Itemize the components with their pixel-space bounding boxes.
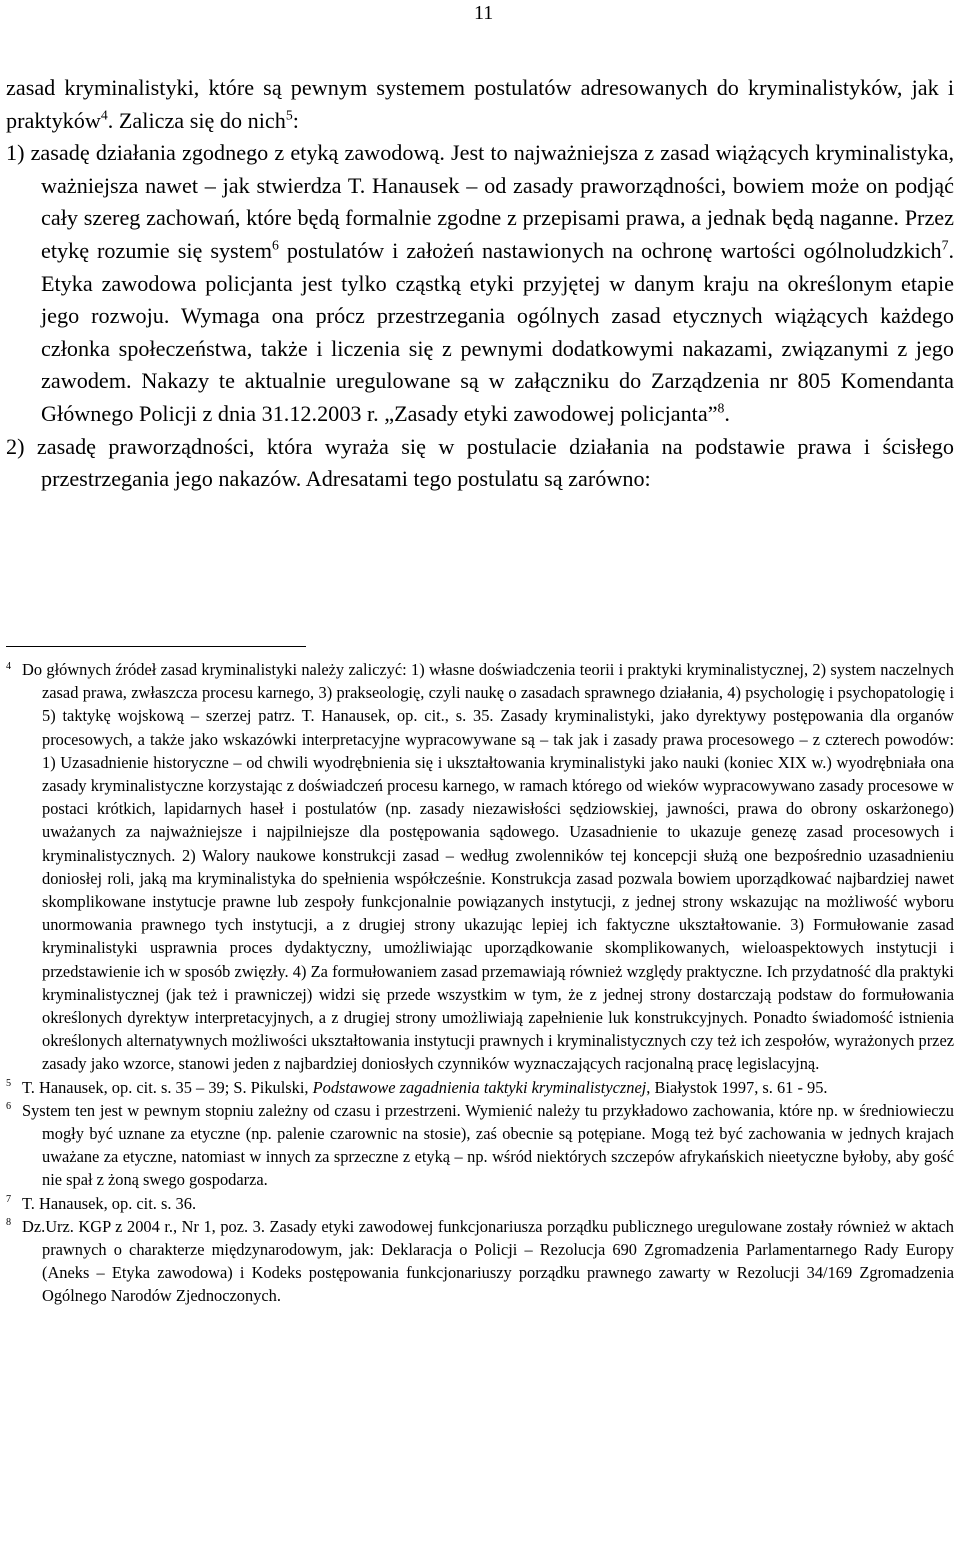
footnote-ref: 7 <box>941 237 949 253</box>
footnote-ref: 5 <box>285 107 293 123</box>
footnote-separator <box>6 646 306 647</box>
footnote-ref: 8 <box>717 400 725 416</box>
book-title: Podstawowe zagadnienia taktyki kryminalistycznej <box>312 1077 647 1097</box>
footnotes <box>6 658 954 1308</box>
footnote: 4 Do głównych źródeł zasad kryminalistyki należy zaliczyć: 1) własne doświadczenia teorii i praktyki kryminalistycznej, 2) system naczelnych zasad prawa, zwłaszcza procesu karnego, 3) prakseologię, czyli naukę o zasadach sprawnego działania, 4) psychologię i psychopatologię i 5) taktykę wojskową – szerzej patrz. T. Hanausek, op. cit., s. 35. Zasady kryminalistyki, jako dyrektywy postępowania dla organów procesowych, a także jako wskazówki interpretacyjne wypracowywane są – tak jak i zasady prawa procesowego – z czterech powodów: 1) Uzasadnienie historyczne – od chwili wyodrębnienia się i ukształtowania kryminalistyki jako nauki (koniec XIX w.) wyodrębniała ona zasady kryminalistyczne korzystając z doświadczeń procesu karnego, w ramach którego od wieków wypracowywano zasady procesowe w postaci krótkich, lapidarnych haseł i postulatów (np. zasady niezawisłości sędziowskiej, jawności, prawa do obrony oskarżonego) uważanych za najważniejsze i najpilniejsze dla postępowania sądowego. Uzasadnienie to ukazuje genezę zasad procesowych i kryminalistycznych. 2) Walory naukowe konstrukcji zasad – według zwolenników tej koncepcji służą one bezpośrednio uzasadnieniu doniosłej roli, jaką ma kryminalistyka do spełnienia współcześnie. Konstrukcja zasad pozwala bowiem uporządkować najbardziej nawet skomplikowane instytucje prawne lub zespoły funkcjonalnie powiązanych instytucji, z jednej strony wskazując na możliwość wyboru unormowania prawnego tych instytucji, a z drugiej strony ukazując lepiej ich faktyczne ukształtowanie. 3) Formułowanie zasad kryminalistyki usprawnia proces dydaktyczny, umożliwiając uporządkowanie skomplikowanych, wieloaspektowych instytucji i przedstawienie ich w sposób zwięzły. 4) Za formułowaniem zasad przemawiają również względy praktyczne. Ich przydatność dla praktyki kryminalistycznej (jak też i prawniczej) widzi się przede wszystkim w tym, że z jednej strony dostarczają podstaw do formułowania określonych dyrektyw interpretacyjnych, a z drugiej strony umożliwiają zapełnienie luk konstrukcyjnych. Ponadto świadomość istnienia określonych alternatywnych możliwości ukształtowania instytucji prawnych i kryminalistycznych czy też ich zespołów, wyrażonych przez zasady jako wzorce, stanowi jeden z najbardziej doniosłych czynników wyznaczających racjonalną pracę legislacyjną. <box>6 660 954 1074</box>
list-item-legality: 2) zasadę praworządności, która wyraża się w postulacie działania na podstawie prawa i ścisłego przestrzegania jego nakazów. Adresatami tego postulatu są zarówno: <box>6 433 954 492</box>
list-item-ethics: 1) zasadę działania zgodnego z etyką zawodową. Jest to najważniejsza z zasad wiążących kryminalistyka, ważniejsza nawet – jak stwierdza T. Hanausek – od zasady praworządności, bowiem może on podjąć cały szereg zachowań, które będą formalnie zgodne z przepisami prawa, a jednak będą naganne. Przez etykę rozumie się system$^6$ postulatów i założeń nastawionych na ochronę wartości ogólnoludzkich$^7$. Etyka zawodowa policjanta jest tylko cząstką etyki przyjętej w danym kraju na określonym etapie jego rozwoju. Wymaga ona prócz przestrzegania ogólnych zasad etycznych wiążących każdego członka społeczeństwa, także i liczenia się z pewnymi dodatkowymi nakazami, związanymi z jego zawodem. Nakazy te aktualnie uregulowane są w załączniku do Zarządzenia nr 805 Komendanta Głównego Policji z dnia 31.12.2003 r. „Zasady etyki zawodowej policjanta”$^8$. <box>6 140 954 426</box>
footnote-ref: 4 <box>100 107 108 123</box>
footnote: 7 T. Hanausek, op. cit. s. 36. <box>6 1193 197 1213</box>
footnote: 8 Dz.Urz. KGP z 2004 r., Nr 1, poz. 3. Zasady etyki zawodowej funkcjonariusza porządku publicznego uregulowane zostały również w aktach prawnych o charakterze międzynarodowym, jak: Deklaracja o Policji – Rezolucja 690 Zgromadzenia Parlamentarnego Rady Europy (Aneks – Etyka zawodowa) i Kodeks postępowania funkcjonariuszy porządku prawnego zawarty w Rezolucji 34/169 Zgromadzenia Ogólnego Narodów Zjednoczonych. <box>6 1216 954 1306</box>
page-number: 11 <box>474 2 494 24</box>
footnote: 6 System ten jest w pewnym stopniu zależny od czasu i przestrzeni. Wymienić należy tu przykładowo zachowania, które np. w średniowieczu mogły być uznane za etyczne (np. palenie czarownic na stosie), zaś obecnie są potępiane. Mogą też być zachowania w jednych krajach uważane za etyczne, natomiast w innych za sprzeczne z etyką – np. wśród niektórych szczepów afrykańskich nieetyczne byłoby, aby gość nie spał z żoną swego gospodarza. <box>6 1100 954 1190</box>
main-text <box>6 72 954 496</box>
footnote: 5 T. Hanausek, op. cit. s. 35 – 39; S. Pikulski, Podstawowe zagadnienia taktyki kryminalistycznej, Białystok 1997, s. 61 - 95. <box>6 1077 828 1097</box>
footnote-ref: 6 <box>271 237 279 253</box>
intro-paragraph: zasad kryminalistyki, które są pewnym systemem postulatów adresowanych do kryminalistyków, jak i praktyków$^4$. Zalicza się do nich$^5$: <box>6 75 954 133</box>
